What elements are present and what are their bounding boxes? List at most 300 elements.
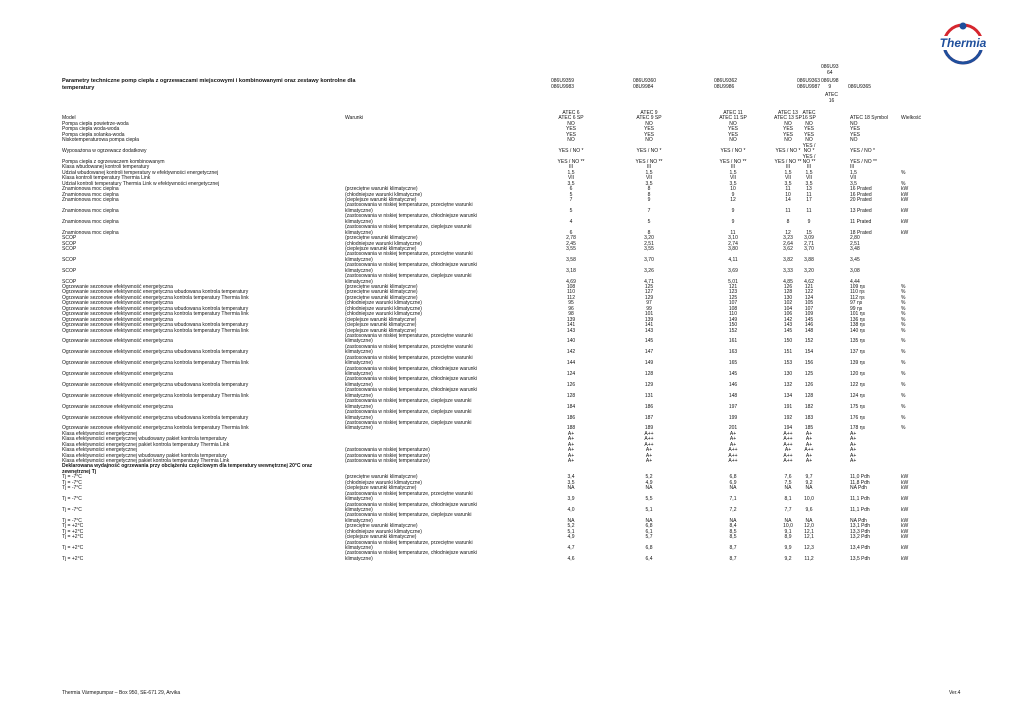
table-cell-text: 9,2 — [784, 555, 792, 562]
table-cell-c0: Ogrzewanie sezonowe efektywność energetyczna kontrola temperatury Thermia link — [62, 360, 249, 367]
table-cell-c1: (chłodniejsze warunki klimatyczne) — [345, 191, 422, 198]
table-cell-c0: Ogrzewanie sezonowe efektywność energetyczna — [62, 371, 173, 377]
table-cell-c0: Ogrzewanie sezonowe efektywność energetyczna — [62, 338, 173, 345]
table-cell-c1: (zastosowania w niskiej temperaturze, chłodniejsze warunki — [345, 387, 478, 394]
table-cell-c1: (cieplejsze warunki klimatyczne) — [345, 327, 417, 334]
table-cell-text: NO — [805, 120, 813, 127]
table-cell-c1: klimatyczne) — [345, 256, 373, 263]
table-cell-text: 3,5 — [567, 180, 575, 187]
table-cell-text: VII — [805, 175, 813, 182]
table-cell-c7: 120 ηs — [850, 371, 866, 377]
table-cell-c0: Ogrzewanie sezonowe efektywność energetyczna wbudowana kontrola temperatury — [62, 305, 249, 312]
table-cell-text: 8 — [647, 191, 651, 198]
table-cell-c0: Klasa efektywności energetycznej pakiet kontrola temperatury Thermia Link — [62, 458, 230, 464]
table-cell-text: VII — [567, 175, 575, 182]
table-cell-c0: zewnętrznej Tj — [62, 468, 97, 475]
table-cell-c0: Ogrzewanie sezonowe efektywność energetyczna kontrola temperatury Thermia link — [62, 425, 249, 432]
table-cell-c1: klimatyczne) — [345, 506, 373, 513]
table-cell-c0: Tj = -7°C — [62, 506, 82, 513]
table-cell-c1: (zastosowania w niskiej temperaturze, cieplejsze warunki — [345, 398, 472, 405]
table-cell-c8: kW — [901, 474, 909, 481]
table-cell-c1: (przeciętne warunki klimatyczne) — [345, 235, 418, 242]
table-cell-c8: kW — [901, 555, 909, 562]
table-cell-text: YES / NO * — [558, 148, 584, 155]
table-cell-c0: SCOP — [62, 245, 77, 252]
table-cell-text: 148 — [804, 327, 814, 334]
table-cell-text: YES / NO ** — [719, 158, 747, 165]
table-cell-c0: SCOP — [62, 240, 77, 247]
table-cell-c1: (zastosowania w niskiej temperaturze, chłodniejsze warunki — [345, 213, 478, 220]
table-cell-c0: Ogrzewanie sezonowe efektywność energetyczna wbudowana kontrola temperatury — [62, 289, 249, 296]
table-cell-c0: Ogrzewanie sezonowe efektywność energetyczna — [62, 284, 173, 290]
table-cell-text: 129 — [644, 381, 654, 388]
table-cell-text: 95 — [568, 300, 574, 307]
table-cell-text: 2,74 — [728, 240, 738, 247]
table-cell-text: NO * — [803, 148, 815, 155]
table-cell-text: 141 — [566, 322, 576, 329]
table-cell-c7: A+ — [850, 441, 857, 448]
table-cell-c0: Znamionowa moc cieplna — [62, 207, 119, 214]
table-cell-text: A++ — [644, 441, 654, 448]
table-cell-text: A+ — [805, 458, 813, 464]
table-cell-text: 2,51 — [644, 240, 654, 247]
table-cell-text: A+ — [805, 452, 813, 459]
table-cell-text: 109 — [804, 311, 814, 318]
footer-version: Ver.4 — [949, 690, 961, 696]
table-cell-text: A++ — [644, 430, 654, 437]
table-cell-text: YES — [643, 131, 655, 138]
table-cell-c0: Klasa wbudowanej kontroli temperatury — [62, 164, 150, 171]
table-cell-c0: Ogrzewanie sezonowe efektywność energetyczna wbudowana kontrola temperatury — [62, 414, 249, 421]
table-cell-c1: klimatyczne) — [345, 414, 373, 421]
table-cell-c7: 16 Prated — [850, 186, 872, 193]
table-cell-c0: Tj = -7°C — [62, 479, 82, 486]
table-cell-text: 5,1 — [567, 528, 575, 535]
table-cell-text: 7,2 — [729, 506, 737, 513]
table-cell-text: 1,5 — [567, 169, 575, 176]
table-cell-c1: (przeciętne warunki klimatyczne) — [345, 289, 418, 296]
table-cell-text: 5,2 — [567, 523, 575, 530]
table-cell-c1: (zastosowania w niskiej temperaturze, cieplejsze warunki — [345, 273, 472, 280]
table-cell-text: 3,09 — [804, 235, 814, 242]
table-cell-c1: klimatyczne) — [345, 349, 373, 356]
model-code-atec13-b: 086U9987 — [797, 84, 821, 90]
table-cell-text: 8,5 — [729, 534, 737, 541]
table-cell-text: 3,55 — [644, 245, 654, 252]
table-cell-text: NO — [729, 120, 737, 127]
table-cell-text: NO ** — [802, 158, 816, 165]
table-cell-text: 12,1 — [804, 534, 814, 541]
table-cell-c8: % — [901, 392, 906, 399]
table-cell-text: 9 — [807, 218, 811, 225]
table-cell-text: A+ — [567, 436, 575, 443]
table-cell-text: A++ — [783, 458, 793, 464]
table-cell-text: YES / NO * — [720, 148, 746, 155]
table-cell-c7: 175 ηs — [850, 403, 866, 410]
table-cell-c8: kW — [901, 523, 909, 530]
table-cell-text: ATEC 11 — [723, 110, 743, 116]
table-cell-c0: Ogrzewanie sezonowe efektywność energetyczna — [62, 403, 173, 410]
table-cell-c1: (zastosowania w niskiej temperaturze, przeciętne warunki — [345, 202, 473, 209]
table-cell-c7: NA Pdh — [850, 517, 867, 524]
table-cell-c7: 112 ηs — [850, 294, 865, 301]
table-cell-text: 4,62 — [804, 278, 814, 285]
table-cell-text: 3,55 — [566, 245, 576, 252]
table-cell-c0: Pompa ciepła z ogrzewaczem kombinowanym — [62, 158, 165, 165]
table-cell-text: 97 — [646, 300, 652, 307]
table-cell-c8: kW — [901, 207, 909, 214]
table-cell-c7: 138 ηs — [850, 322, 866, 329]
table-cell-c1: klimatyczne) — [345, 229, 373, 236]
table-cell-c1: (zastosowania w niskiej temperaturze, przeciętne warunki — [345, 354, 473, 361]
table-cell-c7: A+ — [850, 436, 857, 443]
table-cell-text: A++ — [804, 447, 814, 454]
table-cell-c1: (przeciętne warunki klimatyczne) — [345, 474, 418, 481]
table-cell-text: A++ — [644, 436, 654, 443]
table-cell-c0: Pompa ciepła solanka-woda — [62, 131, 125, 138]
table-cell-c8: kW — [901, 496, 909, 503]
table-cell-text: 3,26 — [644, 267, 654, 274]
table-cell-text: 199 — [728, 414, 738, 421]
table-cell-text: 127 — [644, 289, 654, 296]
table-cell-c8: % — [901, 180, 906, 187]
table-cell-text: 107 — [804, 305, 814, 312]
table-cell-text: YES — [803, 126, 815, 133]
table-cell-c1: (przeciętne warunki klimatyczne) — [345, 284, 418, 290]
table-cell-text: 5,7 — [645, 534, 653, 541]
table-cell-text: 153 — [783, 360, 793, 367]
table-cell-c1: (cieplejsze warunki klimatyczne) — [345, 322, 417, 329]
table-cell-text: 5,2 — [645, 474, 653, 481]
table-cell-text: 15 — [806, 229, 812, 236]
table-cell-c1: (zastosowania w niskiej temperaturze, chłodniejsze warunki — [345, 376, 478, 383]
table-cell-text: 149 — [728, 316, 738, 323]
table-cell-c7: III — [850, 164, 855, 171]
table-cell-text: 182 — [804, 403, 814, 410]
table-cell-text: 107 — [728, 300, 738, 307]
table-cell-text: YES — [565, 126, 577, 133]
table-cell-c7: 109 ηs — [850, 284, 866, 290]
table-cell-text: 143 — [644, 327, 654, 334]
table-cell-text: YES — [803, 131, 815, 138]
table-cell-c0: Klasa efektywności energetycznej — [62, 447, 138, 454]
table-cell-c7: 13,3 Pdh — [850, 528, 871, 535]
table-cell-c0: Ogrzewanie sezonowe efektywność energetyczna kontrola temperatury Thermia link — [62, 311, 249, 318]
table-cell-c0: Ogrzewanie sezonowe efektywność energetyczna — [62, 300, 173, 307]
table-cell-text: 5 — [647, 218, 651, 225]
table-cell-text: 142 — [566, 349, 576, 356]
table-cell-text: 3,70 — [644, 256, 654, 263]
table-cell-text: NO — [645, 137, 653, 144]
table-cell-c1: (zastosowania w niskiej temperaturze, chłodniejsze warunki — [345, 365, 478, 372]
table-cell-c7: NO — [850, 137, 858, 144]
table-cell-c8: kW — [901, 218, 909, 225]
table-cell-c7: A+ — [850, 458, 857, 464]
table-cell-c1: (cieplejsze warunki klimatyczne) — [345, 197, 417, 203]
table-cell-c0: Znamionowa moc cieplna — [62, 186, 119, 193]
table-cell-text: A+ — [729, 441, 737, 448]
table-cell-text: 10,0 — [783, 523, 793, 530]
table-cell-text: 150 — [783, 338, 793, 345]
table-cell-text: 3,9 — [567, 496, 575, 503]
table-cell-text: III — [806, 164, 812, 171]
table-cell-text: 186 — [644, 403, 654, 410]
table-cell-text: ATEC 6 — [562, 110, 580, 116]
table-cell-text: 9,1 — [784, 528, 792, 535]
table-cell-c8: kW — [901, 485, 909, 492]
model-code-atec9-b: 08U9984 — [633, 84, 654, 90]
table-cell-c7: 13,4 Pdh — [850, 545, 871, 551]
table-cell-c7: VII — [850, 175, 857, 182]
table-cell-c0: SCOP — [62, 256, 77, 263]
table-cell-text: A+ — [805, 436, 813, 443]
table-cell-text: 3,58 — [566, 256, 576, 263]
table-cell-c0: Tj = +2°C — [62, 555, 84, 562]
table-cell-text: 122 — [804, 289, 814, 296]
table-cell-c7: 3,5 — [850, 180, 857, 187]
table-cell-text: A++ — [728, 447, 738, 454]
table-cell-c1: (zastosowania w niskiej temperaturze, przeciętne warunki — [345, 332, 473, 339]
table-cell-c0: Klasa efektywności energetycznej — [62, 430, 138, 437]
table-cell-text: 2,78 — [566, 235, 576, 242]
table-cell-c8: kW — [901, 186, 909, 193]
table-cell-c7: 136 ηs — [850, 316, 866, 323]
table-cell-text: 7,1 — [729, 496, 737, 503]
table-cell-c1: klimatyczne) — [345, 496, 373, 503]
table-cell-text: 8,1 — [784, 496, 792, 503]
table-cell-text: 106 — [783, 311, 793, 318]
table-cell-text: A++ — [783, 436, 793, 443]
table-cell-c0: SCOP — [62, 278, 77, 285]
table-cell-c8: kW — [901, 191, 909, 198]
table-cell-c7: 3,48 — [850, 245, 860, 252]
table-cell-text: 7,5 — [784, 479, 792, 486]
table-cell-c0: Tj = +2°C — [62, 545, 84, 551]
table-cell-text: 3,69 — [728, 267, 738, 274]
table-cell-c0: Klasa efektywności energetycznej wbudowany pakiet kontrola temperatury — [62, 452, 227, 459]
table-cell-text: 11 — [806, 191, 812, 198]
table-cell-text: 124 — [804, 294, 814, 301]
model-code-atec18: 086U9365 — [848, 84, 872, 90]
table-cell-text: 2,45 — [566, 240, 576, 247]
table-cell-text: 3,20 — [644, 235, 654, 242]
model-code-atec6-b: 086U9983 — [551, 84, 575, 90]
table-cell-text: 108 — [728, 305, 738, 312]
table-cell-text: YES — [643, 126, 655, 133]
table-cell-c0: Ogrzewanie sezonowe efektywność energetyczna wbudowana kontrola temperatury — [62, 322, 249, 329]
table-cell-text: 126 — [783, 284, 793, 290]
table-cell-text: 10 — [730, 186, 736, 193]
table-cell-c1: klimatyczne) — [345, 338, 373, 345]
table-cell-c1: (przeciętne warunki klimatyczne) — [345, 294, 418, 301]
table-cell-text: 154 — [804, 349, 814, 356]
table-cell-text: 11,2 — [804, 555, 814, 562]
table-cell-text: 8,7 — [729, 545, 737, 551]
table-cell-text: VII — [645, 175, 653, 182]
table-cell-text: 2,64 — [783, 240, 793, 247]
table-cell-c1: (cieplejsze warunki klimatyczne) — [345, 245, 417, 252]
table-cell-c7: YES / NO ** — [850, 158, 877, 165]
table-cell-c7: 2,51 — [850, 240, 860, 247]
table-cell-c8: % — [901, 322, 906, 329]
table-cell-text: 4,9 — [567, 534, 575, 541]
table-cell-c1: (zastosowania w niskiej temperaturze, cieplejsze warunki — [345, 419, 472, 426]
table-cell-text: 9 — [647, 197, 651, 203]
table-cell-text: 143 — [783, 322, 793, 329]
table-cell-text: ATEC 6 SP — [558, 115, 584, 122]
table-cell-text: 4,11 — [728, 256, 738, 263]
table-cell-c1: Warunki — [345, 115, 364, 122]
table-cell-text: ATEC 13 SP — [774, 115, 802, 122]
table-cell-c0: Tj = -7°C — [62, 485, 82, 492]
table-cell-text: 197 — [728, 403, 738, 410]
table-cell-text: 17 — [806, 197, 812, 203]
table-cell-text: 10 — [785, 191, 791, 198]
table-cell-text: NO — [645, 120, 653, 127]
table-cell-text: YES / NO * — [636, 148, 662, 155]
table-cell-text: A+ — [729, 436, 737, 443]
table-cell-text: 146 — [728, 381, 738, 388]
model-code-atec6-a: 086U9359 — [551, 78, 575, 84]
table-cell-text: 121 — [728, 284, 738, 290]
table-cell-text: 4,71 — [644, 278, 654, 285]
table-cell-text: 123 — [728, 289, 738, 296]
table-cell-c1: (zastosowania w niskiej temperaturze, cieplejsze warunki — [345, 224, 472, 231]
table-cell-c1: (cieplejsze warunki klimatyczne) — [345, 534, 417, 541]
table-cell-text: 8 — [647, 186, 651, 193]
table-cell-text: 128 — [783, 289, 793, 296]
table-cell-text: YES — [727, 126, 739, 133]
table-cell-text: ATEC 9 SP — [636, 115, 662, 122]
table-cell-c1: klimatyczne) — [345, 403, 373, 410]
table-cell-text: YES — [782, 131, 794, 138]
table-cell-text: NA — [729, 485, 737, 492]
table-cell-text: YES / — [802, 142, 816, 149]
table-cell-c7: 2,80 — [850, 235, 860, 242]
table-cell-text: 4,6 — [567, 555, 575, 562]
table-cell-c8: % — [901, 289, 906, 296]
table-cell-c8: % — [901, 414, 906, 421]
table-cell-text: 5 — [569, 207, 573, 214]
table-cell-c0: Tj = -7°C — [62, 496, 82, 503]
table-cell-c8: % — [901, 284, 906, 290]
model-code-atec9-a: 086U9360 — [633, 78, 657, 84]
table-cell-text: 189 — [644, 425, 654, 432]
table-cell-c8: kW — [901, 197, 909, 203]
model-code-atec11-b: 08U9986 — [714, 84, 735, 90]
table-cell-text: NO — [784, 137, 792, 144]
table-cell-text: 13 — [806, 186, 812, 193]
table-cell-text: A+ — [645, 447, 653, 454]
table-cell-text: III — [730, 164, 736, 171]
table-cell-c1: (chłodniejsze warunki klimatyczne) — [345, 479, 422, 486]
table-cell-text: 126 — [566, 381, 576, 388]
table-cell-text: A+ — [567, 447, 575, 454]
table-cell-c0: Znamionowa moc cieplna — [62, 229, 119, 236]
table-cell-text: NA — [729, 517, 737, 524]
table-cell-text: NA — [805, 485, 813, 492]
table-cell-c8: % — [901, 305, 906, 312]
model-code-atec11-a: 086U9362 — [714, 78, 738, 84]
table-cell-c8: kW — [901, 534, 909, 541]
table-cell-text: 165 — [728, 360, 738, 367]
table-cell-c8: % — [901, 327, 906, 334]
table-cell-c1: klimatyczne) — [345, 392, 373, 399]
table-cell-text: 101 — [644, 311, 654, 318]
table-cell-c7: 137 ηs — [850, 349, 866, 356]
table-cell-text: A++ — [783, 452, 793, 459]
table-cell-c7: 122 ηs — [850, 381, 866, 388]
model-code-atec16: 086U98 9 — [821, 78, 839, 90]
table-cell-text: 187 — [644, 414, 654, 421]
table-cell-c1: (zastosowania w niskiej temperaturze, chłodniejsze warunki — [345, 501, 478, 508]
table-cell-c0: Pompa ciepła woda-woda — [62, 126, 120, 133]
table-cell-text: 12,0 — [804, 523, 814, 530]
model-code-top: 086U93 64 — [821, 64, 839, 76]
table-cell-c0: SCOP — [62, 267, 77, 274]
document-title: Parametry techniczne pomp ciepła z ogrzewaczami miejscowymi i kombinowanymi oraz zestawy kontrolne dla temperatury — [62, 78, 356, 91]
table-cell-text: 9 — [731, 207, 735, 214]
table-cell-text: YES / NO ** — [557, 158, 585, 165]
table-cell-c1: (zastosowania w niskiej temperaturze) — [345, 458, 430, 464]
table-cell-text: 156 — [804, 360, 814, 367]
table-cell-text: NA — [645, 485, 653, 492]
table-cell-text: 151 — [783, 349, 793, 356]
table-cell-c0: Deklarowana wydajność ogrzewania przy obciążeniu częściowym dla temperatury wewnętrznej 20°C oraz — [62, 463, 313, 470]
table-cell-text: 145 — [644, 338, 654, 345]
table-cell-c8: % — [901, 338, 906, 345]
table-cell-text: 6 — [569, 229, 573, 236]
table-cell-c1: (chłodniejsze warunki klimatyczne) — [345, 240, 422, 247]
table-cell-c7: 99 ηs — [850, 305, 863, 312]
table-cell-text: 139 — [644, 316, 654, 323]
table-cell-text: 12 — [730, 197, 736, 203]
table-cell-text: 5,01 — [728, 278, 738, 285]
table-cell-text: A++ — [783, 441, 793, 448]
table-cell-text: 183 — [804, 414, 814, 421]
table-cell-c0: Znamionowa moc cieplna — [62, 197, 119, 203]
table-cell-c7: YES — [850, 126, 861, 133]
table-cell-c8: kW — [901, 506, 909, 513]
table-cell-text: A+ — [567, 441, 575, 448]
table-cell-text: 12 — [785, 229, 791, 236]
table-cell-c8: % — [901, 403, 906, 410]
table-cell-c0: Znamionowa moc cieplna — [62, 191, 119, 198]
table-cell-text: 130 — [783, 294, 793, 301]
table-cell-c7: 101 ηs — [850, 311, 866, 318]
table-cell-text: YES / NO ** — [774, 158, 802, 165]
table-cell-text: A+ — [567, 452, 575, 459]
table-cell-c1: (przeciętne warunki klimatyczne) — [345, 523, 418, 530]
table-cell-text: 104 — [783, 305, 793, 312]
table-cell-text: 12,1 — [804, 528, 814, 535]
table-cell-c1: klimatyczne) — [345, 267, 373, 274]
table-cell-text: 147 — [644, 349, 654, 356]
table-cell-text: 191 — [783, 403, 793, 410]
table-cell-text: 3,23 — [783, 235, 793, 242]
table-cell-text: A+ — [784, 447, 792, 454]
table-cell-c7: 13,2 Pdh — [850, 534, 871, 541]
table-cell-c0: Klasa efektywności energetycznej pakiet kontrola temperatury Thermia Link — [62, 441, 230, 448]
footer-address: Thermia Värmepumpar – Box 950, SE-671 29, Arvika — [62, 690, 181, 696]
table-cell-text: 11 — [785, 207, 791, 214]
table-cell-c0: Znamionowa moc cieplna — [62, 218, 119, 225]
table-cell-text: 144 — [566, 360, 576, 367]
table-cell-text: 6,8 — [645, 545, 653, 551]
table-cell-text: A++ — [728, 452, 738, 459]
table-cell-text: VII — [729, 175, 737, 182]
table-cell-c7: 3,08 — [850, 267, 860, 274]
